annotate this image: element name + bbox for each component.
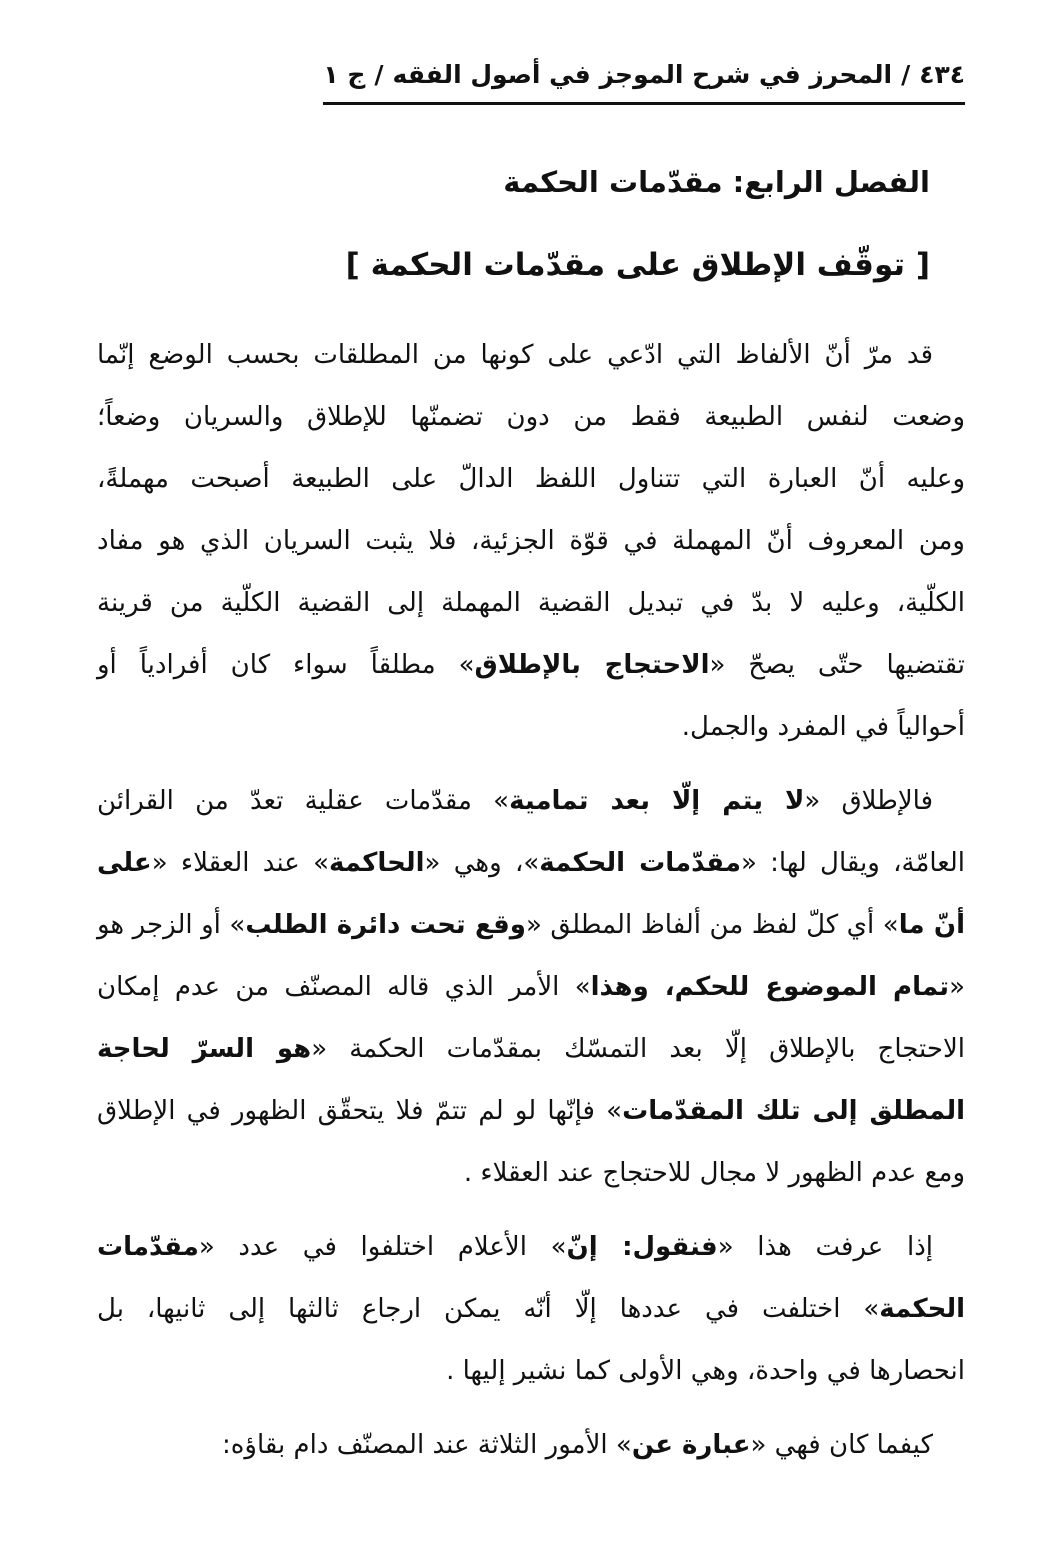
text-segment: الاحتجاج بالإطلاق إلّا بعد التمسّك بمقدّمات الحكمة « <box>311 1034 966 1064</box>
text-line <box>97 386 965 448</box>
text-segment: ومع عدم الظهور لا مجال للاحتجاج عند العقلاء . <box>463 1158 965 1188</box>
bold-text-segment: مقدّمات الحكمة <box>539 848 741 878</box>
text-line <box>97 510 965 572</box>
bold-text-segment: وقع تحت دائرة الطلب <box>245 910 526 940</box>
paragraph <box>97 770 965 1204</box>
text-segment: إذا عرفت هذا « <box>717 1232 933 1262</box>
bold-text-segment: لا يتم إلّا بعد تمامية <box>509 786 805 816</box>
body-text <box>97 324 965 1476</box>
text-line <box>97 1216 965 1278</box>
bold-text-segment: مقدّمات <box>97 1232 199 1262</box>
text-line <box>97 1018 965 1080</box>
bold-text-segment: تمام الموضوع للحكم، وهذا <box>590 972 950 1002</box>
text-line <box>97 1142 965 1204</box>
text-line <box>97 832 965 894</box>
bold-text-segment: فنقول: إنّ <box>566 1232 718 1262</box>
bold-text-segment: الحكمة <box>879 1294 965 1324</box>
paragraph <box>97 1414 965 1476</box>
text-segment: » مقدّمات عقلية تعدّ من القرائن <box>97 786 510 816</box>
text-segment: » الأمر الذي قاله المصنّف من عدم إمكان <box>97 972 591 1002</box>
bold-text-segment: أنّ ما <box>898 910 965 940</box>
text-segment: « <box>949 972 965 1002</box>
bold-text-segment: الحاكمة <box>329 848 425 878</box>
text-segment: كيفما كان فهي « <box>750 1430 933 1460</box>
page-number: ٤٣٤ <box>919 60 965 89</box>
text-segment: ومن المعروف أنّ المهملة في قوّة الجزئية، فلا يثبت السريان الذي هو مفاد <box>97 526 965 556</box>
text-line <box>97 696 965 758</box>
running-header <box>323 56 965 105</box>
text-line <box>97 1080 965 1142</box>
text-line <box>97 770 965 832</box>
text-segment: » عند العقلاء « <box>151 848 330 878</box>
text-line <box>97 634 965 696</box>
paragraph <box>97 324 965 758</box>
subsection-title: [ توقّف الإطلاق على مقدّمات الحكمة ] <box>345 247 930 283</box>
header-separator: / <box>901 60 911 89</box>
text-segment: » الأعلام اختلفوا في عدد « <box>198 1232 567 1262</box>
text-segment: قد مرّ أنّ الألفاظ التي ادّعي على كونها من المطلقات بحسب الوضع إنّما <box>97 340 933 370</box>
text-line <box>97 324 965 386</box>
text-segment: » فإنّها لو لم تتمّ فلا يتحقّق الظهور في الإطلاق <box>97 1096 623 1126</box>
text-segment: »، وهي « <box>424 848 540 878</box>
volume-label: ج ١ <box>323 60 366 89</box>
text-segment: وعليه أنّ العبارة التي تتناول اللفظ الدالّ على الطبيعة أصبحت مهملةً، <box>97 464 965 494</box>
text-segment: وضعت لنفس الطبيعة فقط من دون تضمنّها للإطلاق والسريان وضعاً؛ <box>97 402 965 432</box>
text-segment: » الأمور الثلاثة عند المصنّف دام بقاؤه: <box>222 1430 632 1460</box>
bold-text-segment: عبارة عن <box>631 1430 751 1460</box>
text-segment: فالإطلاق « <box>804 786 933 816</box>
text-segment: » اختلفت في عددها إلّا أنّه يمكن ارجاع ثالثها إلى ثانيها، بل <box>97 1294 880 1324</box>
text-line <box>97 894 965 956</box>
text-line <box>97 1278 965 1340</box>
bold-text-segment: هو السرّ لحاجة <box>97 1034 312 1064</box>
text-line <box>97 1340 965 1402</box>
text-segment: انحصارها في واحدة، وهي الأولى كما نشير إليها . <box>446 1356 965 1386</box>
bold-text-segment: على <box>97 848 152 878</box>
text-line <box>97 1414 965 1476</box>
header-separator: / <box>374 60 384 89</box>
text-segment: » أي كلّ لفظ من ألفاظ المطلق « <box>525 910 899 940</box>
running-title: المحرز في شرح الموجز في أصول الفقه <box>392 60 893 89</box>
text-line <box>97 572 965 634</box>
text-segment: » مطلقاً سواء كان أفرادياً أو <box>97 650 475 680</box>
bold-text-segment: الاحتجاج بالإطلاق <box>474 650 710 680</box>
text-segment: » أو الزجر هو <box>97 910 246 940</box>
paragraph <box>97 1216 965 1402</box>
text-segment: الكلّية، وعليه لا بدّ في تبديل القضية المهملة إلى القضية الكلّية من قرينة <box>97 588 965 618</box>
text-line <box>97 448 965 510</box>
text-segment: العامّة، ويقال لها: « <box>740 848 965 878</box>
section-title: الفصل الرابع: مقدّمات الحكمة <box>503 165 930 199</box>
bold-text-segment: المطلق إلى تلك المقدّمات <box>622 1096 965 1126</box>
text-segment: تقتضيها حتّى يصحّ « <box>709 650 965 680</box>
text-segment: أحوالياً في المفرد والجمل. <box>681 712 965 742</box>
text-line <box>97 956 965 1018</box>
